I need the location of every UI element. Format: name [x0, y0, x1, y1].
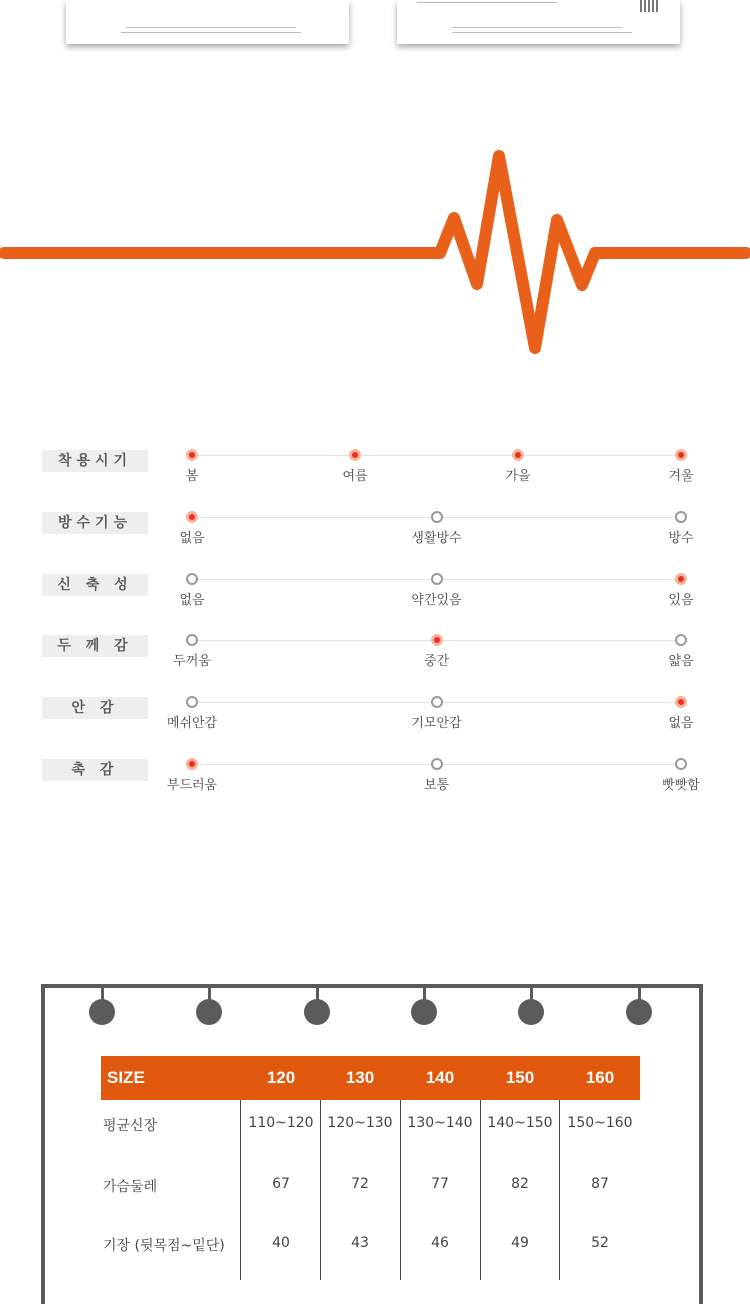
attribute-option-label: 메쉬안감 [166, 716, 218, 731]
hanger-ring-icon [89, 999, 115, 1025]
unselected-dot-icon [675, 758, 687, 770]
attribute-option-label: 약간있음 [411, 593, 462, 608]
table-column-divider [559, 1100, 560, 1280]
table-row-label: 가슴둘레 [103, 1179, 158, 1195]
table-row-label: 기장 (뒷목점~밑단) [103, 1238, 225, 1254]
size-header-label: SIZE [107, 1068, 145, 1087]
table-cell: 49 [511, 1235, 529, 1251]
attribute-option-label: 봄 [185, 469, 199, 484]
certificate-fine-print [126, 27, 296, 28]
table-cell: 110~120 [248, 1115, 314, 1131]
selected-dot-icon [186, 758, 198, 770]
qr-code-icon [640, 0, 658, 12]
attribute-label: 신 축 성 [42, 574, 148, 596]
attribute-scale-track [192, 455, 681, 456]
unselected-dot-icon [431, 573, 443, 585]
attribute-option-label: 빳빳함 [662, 778, 700, 793]
attribute-option-label: 없음 [179, 593, 205, 608]
attribute-label: 방수기능 [42, 512, 148, 534]
attribute-option-label: 두꺼움 [173, 654, 211, 669]
table-cell: 82 [511, 1176, 529, 1192]
unselected-dot-icon [431, 511, 443, 523]
certificate-card-right [397, 0, 680, 44]
selected-dot-icon [186, 449, 198, 461]
table-row-label: 평균신장 [103, 1118, 158, 1134]
attribute-option-label: 없음 [179, 531, 205, 546]
attribute-label: 촉 감 [42, 759, 148, 781]
certificate-card-left [66, 0, 349, 44]
table-cell: 72 [351, 1176, 369, 1192]
table-cell: 43 [351, 1235, 369, 1251]
table-cell: 46 [431, 1235, 449, 1251]
table-column-divider [320, 1100, 321, 1280]
size-column-header: 130 [345, 1068, 375, 1087]
size-chart-frame [41, 984, 703, 1304]
attribute-option-label: 기모안감 [411, 716, 462, 731]
attribute-label: 안 감 [42, 697, 148, 719]
selected-dot-icon [349, 449, 361, 461]
hanger-ring-icon [518, 999, 544, 1025]
size-column-header: 160 [585, 1068, 615, 1087]
attribute-option-label: 부드러움 [166, 778, 218, 793]
size-column-header: 150 [505, 1068, 535, 1087]
unselected-dot-icon [186, 573, 198, 585]
attribute-option-label: 생활방수 [411, 531, 462, 546]
selected-dot-icon [675, 696, 687, 708]
table-cell: 130~140 [407, 1115, 473, 1131]
attribute-label: 착용시기 [42, 450, 148, 472]
table-cell: 52 [591, 1235, 609, 1251]
attribute-option-label: 가을 [505, 469, 531, 484]
table-cell: 67 [272, 1176, 290, 1192]
table-cell: 120~130 [327, 1115, 393, 1131]
table-column-divider [240, 1100, 241, 1280]
selected-dot-icon [186, 511, 198, 523]
table-cell: 77 [431, 1176, 449, 1192]
attribute-option-label: 여름 [342, 469, 368, 484]
attribute-option-label: 얇음 [668, 654, 694, 669]
unselected-dot-icon [675, 634, 687, 646]
attribute-option-label: 보통 [423, 778, 450, 793]
attribute-option-label: 있음 [668, 593, 694, 608]
heartbeat-pulse-graphic [0, 140, 750, 370]
unselected-dot-icon [186, 634, 198, 646]
size-column-header: 120 [266, 1068, 296, 1087]
certificate-fine-print [452, 32, 632, 33]
hanger-ring-icon [411, 999, 437, 1025]
unselected-dot-icon [431, 696, 443, 708]
table-cell: 140~150 [487, 1115, 553, 1131]
table-column-divider [480, 1100, 481, 1280]
attribute-option-label: 중간 [423, 654, 450, 669]
attribute-option-label: 겨울 [668, 469, 694, 484]
hanger-ring-icon [304, 999, 330, 1025]
selected-dot-icon [431, 634, 443, 646]
certificate-fine-print [121, 32, 301, 33]
unselected-dot-icon [431, 758, 443, 770]
hanger-ring-icon [626, 999, 652, 1025]
selected-dot-icon [675, 573, 687, 585]
attribute-option-label: 방수 [668, 531, 694, 546]
size-column-header: 140 [425, 1068, 455, 1087]
table-cell: 87 [591, 1176, 609, 1192]
table-column-divider [400, 1100, 401, 1280]
table-cell: 150~160 [567, 1115, 633, 1131]
selected-dot-icon [675, 449, 687, 461]
unselected-dot-icon [186, 696, 198, 708]
unselected-dot-icon [675, 511, 687, 523]
attribute-option-label: 없음 [668, 716, 694, 731]
size-table-header [101, 1056, 640, 1100]
hanger-ring-icon [196, 999, 222, 1025]
certificate-signature [417, 2, 557, 3]
selected-dot-icon [512, 449, 524, 461]
certificate-fine-print [452, 27, 622, 28]
table-cell: 40 [272, 1235, 290, 1251]
attribute-label: 두 께 감 [42, 635, 148, 657]
